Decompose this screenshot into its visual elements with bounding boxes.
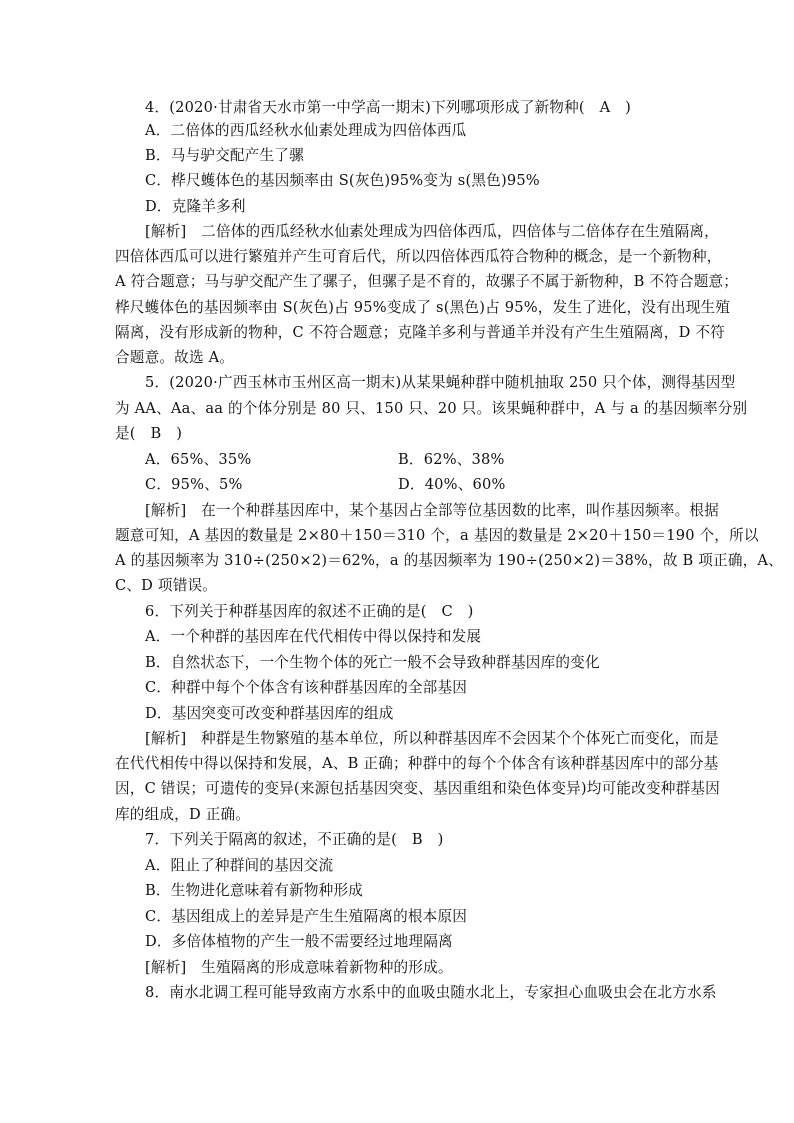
- q6-analysis-line: 库的组成，D 正确。: [115, 806, 251, 823]
- q5-analysis-line: A 的基因频率为 310÷(250×2)＝62%，a 的基因频率为 190÷(250×2)＝38%，故 B 项正确，A、: [115, 552, 783, 569]
- q5-analysis-line: [解析] 在一个种群基因库中，某个基因占全部等位基因数的比率，叫作基因频率。根据: [145, 502, 719, 519]
- q6-analysis-line: 在代代相传中得以保持和发展，A、B 正确；种群中的每个个体含有该种群基因库中的部分基: [115, 755, 719, 772]
- q6-analysis-line: [解析] 种群是生物繁殖的基本单位，所以种群基因库不会因某个个体死亡而变化，而是: [145, 730, 719, 747]
- q5-option-b: B．62%、38%: [398, 451, 505, 468]
- q8-stem: 8．南水北调工程可能导致南方水系中的血吸虫随水北上，专家担心血吸虫会在北方水系: [145, 984, 717, 1001]
- q4-option-c: C．桦尺蠖体色的基因频率由 S(灰色)95%变为 s(黑色)95%: [145, 172, 540, 189]
- q4-option-b: B．马与驴交配产生了骡: [145, 147, 304, 164]
- q6-analysis-line: 因，C 错误；可遗传的变异(来源包括基因突变、基因重组和染色体变异)均可能改变种群基因: [115, 780, 720, 797]
- q5-option-a: A．65%、35%: [145, 451, 252, 468]
- q4-analysis-line: 合题意。故选 A。: [115, 349, 235, 366]
- q4-analysis-line: 四倍体西瓜可以进行繁殖并产生可育后代，所以四倍体西瓜符合物种的概念，是一个新物种，: [115, 248, 722, 265]
- q5-stem: 5．(2020·广西玉林市玉州区高一期末)从某果蝇种群中随机抽取 250 只个体，测得基因型: [145, 374, 736, 391]
- q4-analysis-line: 隔离，没有形成新的物种，C 不符合题意；克隆羊多利与普通羊并没有产生生殖隔离，D 不符: [115, 324, 725, 341]
- q4-option-a: A．二倍体的西瓜经秋水仙素处理成为四倍体西瓜: [145, 122, 467, 139]
- q6-stem: 6．下列关于种群基因库的叙述不正确的是( C ): [145, 603, 474, 620]
- q5-option-d: D．40%、60%: [398, 476, 506, 493]
- q4-analysis-line: 桦尺蠖体色的基因频率由 S(灰色)占 95%变成了 s(黑色)占 95%，发生了进化，没有出现生殖: [115, 299, 731, 316]
- q6-option-c: C．种群中每个个体含有该种群基因库的全部基因: [145, 679, 468, 696]
- q7-stem: 7．下列关于隔离的叙述，不正确的是( B ): [145, 831, 444, 848]
- q5-stem: 为 AA、Aa、aa 的个体分别是 80 只、150 只、20 只。该果蝇种群中，A 与 a 的基因频率分别: [115, 400, 748, 417]
- q6-option-d: D．基因突变可改变种群基因库的组成: [145, 705, 394, 722]
- q5-option-c: C．95%、5%: [145, 476, 243, 493]
- q6-option-b: B．自然状态下，一个生物个体的死亡一般不会导致种群基因库的变化: [145, 654, 600, 671]
- q5-analysis-line: 题意可知，A 基因的数量是 2×80＋150＝310 个，a 基因的数量是 2×20＋150＝190 个，所以: [115, 527, 759, 544]
- q5-stem: 是( B ): [115, 425, 183, 442]
- q7-option-b: B．生物进化意味着有新物种形成: [145, 882, 364, 899]
- q7-analysis-line: [解析] 生殖隔离的形成意味着新物种的形成。: [145, 959, 453, 976]
- q5-analysis-line: C、D 项错误。: [115, 577, 218, 594]
- q7-option-c: C．基因组成上的差异是产生生殖隔离的根本原因: [145, 908, 468, 925]
- q4-stem: 4．(2020·甘肃省天水市第一中学高一期末)下列哪项形成了新物种( A ): [145, 99, 632, 116]
- q4-analysis-line: [解析] 二倍体的西瓜经秋水仙素处理成为四倍体西瓜，四倍体与二倍体存在生殖隔离，: [145, 223, 719, 240]
- q4-analysis-line: A 符合题意；马与驴交配产生了骡子，但骡子是不育的，故骡子不属于新物种，B 不符合题意；: [115, 273, 739, 290]
- q6-option-a: A．一个种群的基因库在代代相传中得以保持和发展: [145, 628, 482, 645]
- q7-option-d: D．多倍体植物的产生一般不需要经过地理隔离: [145, 933, 453, 950]
- q4-option-d: D．克隆羊多利: [145, 198, 246, 215]
- q7-option-a: A．阻止了种群间的基因交流: [145, 857, 334, 874]
